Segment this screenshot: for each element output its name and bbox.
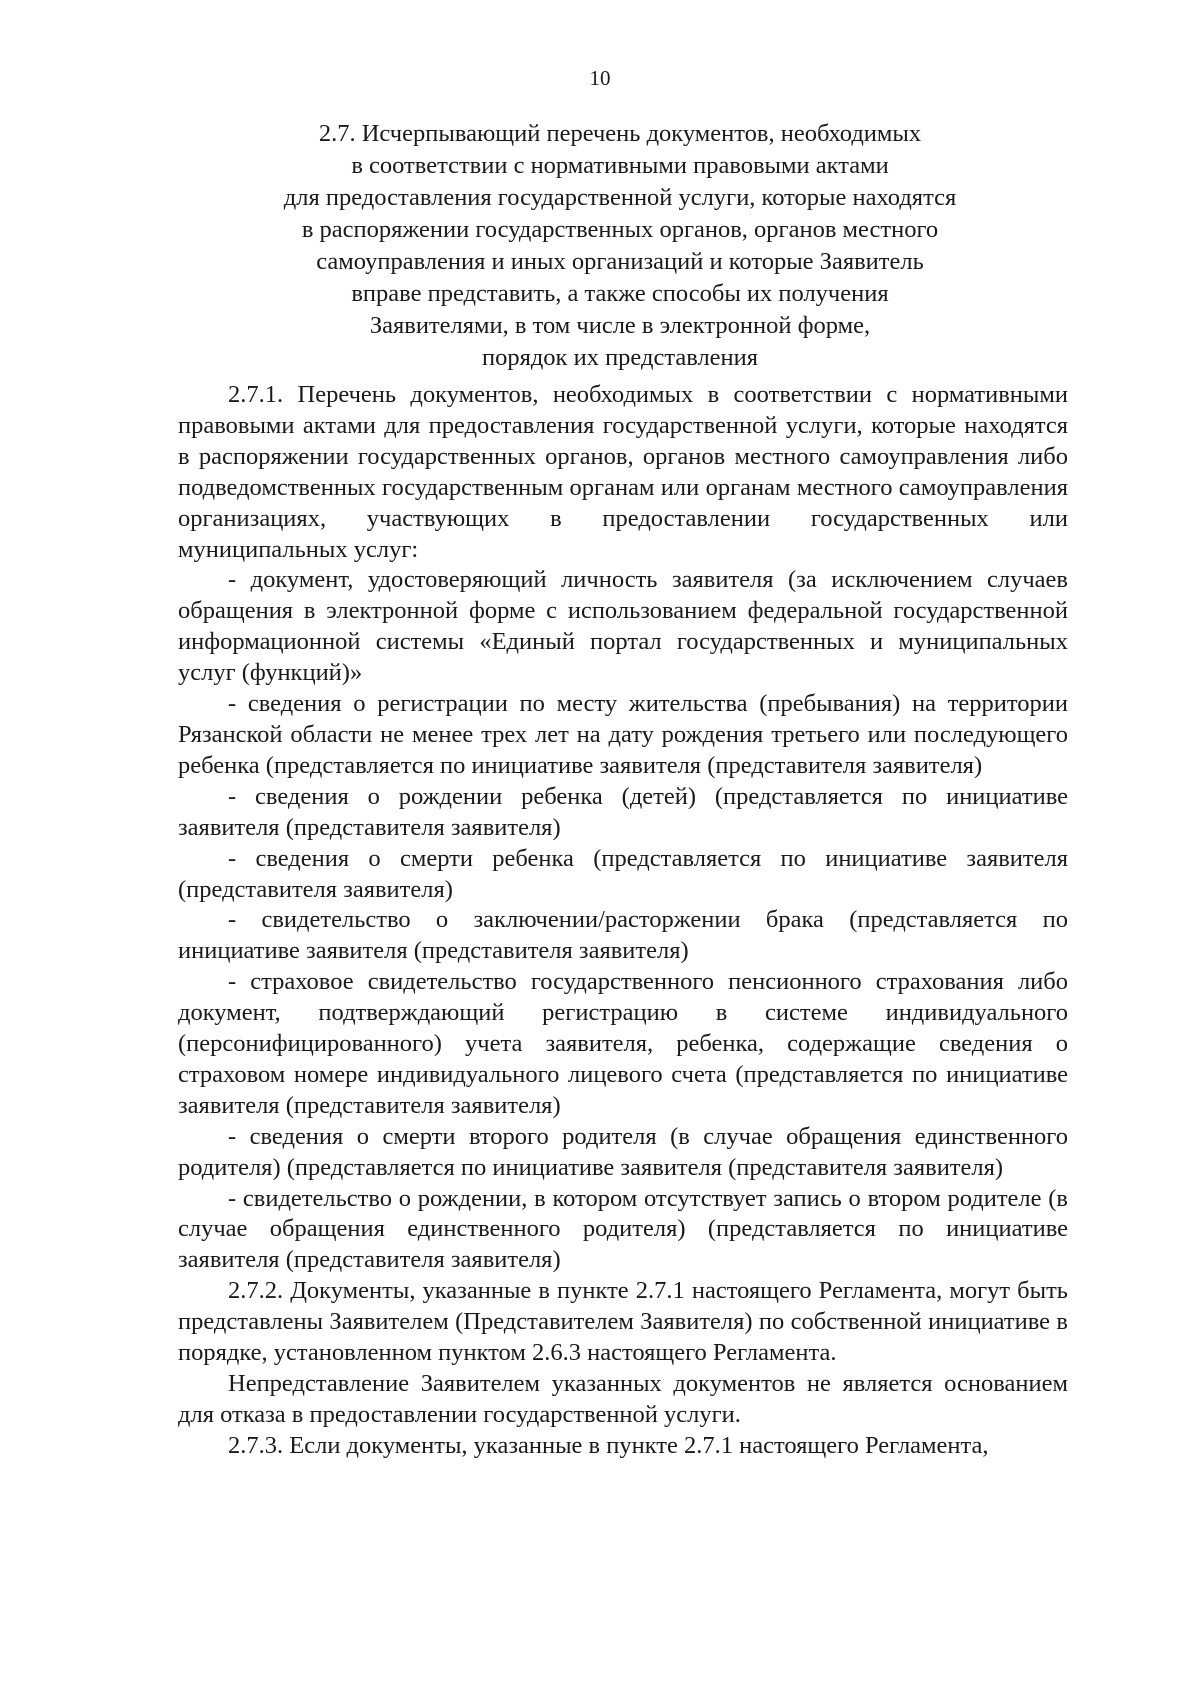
list-item-second-parent-death: - сведения о смерти второго родителя (в случае обращения единственного родителя) (представляется по инициативе заявителя (представителя заявителя) <box>178 1122 1068 1181</box>
paragraph-non-submission: Непредставление Заявителем указанных документов не является основанием для отказа в предоставлении государственной услуги. <box>178 1370 1068 1428</box>
heading-line: Заявителями, в том числе в электронной форме, <box>369 312 871 339</box>
list-item-child-birth: - сведения о рождении ребенка (детей) (представляется по инициативе заявителя (представителя заявителя) <box>178 782 1068 841</box>
paragraph-2-7-2: 2.7.2. Документы, указанные в пункте 2.7.1 настоящего Регламента, могут быть представлены Заявителем (Представителем Заявителя) по собственной инициативе в порядке, установленном пунктом 2.6.3 настоящего Регламента. <box>178 1277 1068 1367</box>
heading-line: порядок их представления <box>481 344 759 371</box>
list-item-marriage-certificate: - свидетельство о заключении/расторжении брака (представляется по инициативе заявителя (представителя заявителя) <box>178 906 1068 965</box>
section-heading <box>200 118 1040 374</box>
heading-line: в соответствии с нормативными правовыми актами <box>351 152 889 179</box>
list-item-pension-insurance: - страховое свидетельство государственного пенсионного страхования либо документ, подтверждающий регистрацию в системе индивидуального (персонифицированного) учета заявителя, ребенка, содержащие сведения о страховом номере индивидуального лицевого счета (представляется по инициативе заявителя (представителя заявителя) <box>178 968 1068 1119</box>
list-item-identity-document: - документ, удостоверяющий личность заявителя (за исключением случаев обращения в электронной форме с использованием федеральной государственной информационной системы «Единый портал государственных и муниципальных услуг (функций)» <box>178 566 1068 687</box>
heading-line: самоуправления и иных организаций и которые Заявитель <box>316 248 924 275</box>
heading-line: в распоряжении государственных органов, органов местного <box>301 216 939 243</box>
heading-line: вправе представить, а также способы их получения <box>351 280 889 307</box>
heading-line: 2.7. Исчерпывающий перечень документов, необходимых <box>318 120 922 147</box>
body-text <box>178 380 1068 1462</box>
list-item-child-death: - сведения о смерти ребенка (представляется по инициативе заявителя (представителя заявителя) <box>178 844 1068 903</box>
paragraph-2-7-1: 2.7.1. Перечень документов, необходимых в соответствии с нормативными правовыми актами для предоставления государственной услуги, которые находятся в распоряжении государственных органов, органов местного самоуправления либо подведомственных государственным органам или органам местного самоуправления организациях, участвующих в предоставлении государственных или муниципальных услуг: <box>178 381 1068 563</box>
paragraph-2-7-3: 2.7.3. Если документы, указанные в пункте 2.7.1 настоящего Регламента, <box>228 1431 989 1459</box>
page-number: 10 <box>589 66 611 90</box>
heading-line: для предоставления государственной услуги, которые находятся <box>283 184 957 211</box>
list-item-residence-registration: - сведения о регистрации по месту жительства (пребывания) на территории Рязанской области не менее трех лет на дату рождения третьего или последующего ребенка (представляется по инициативе заявителя (представителя заявителя) <box>178 690 1068 779</box>
list-item-birth-certificate: - свидетельство о рождении, в котором отсутствует запись о втором родителе (в случае обращения единственного родителя) (представляется по инициативе заявителя (представителя заявителя) <box>178 1184 1068 1274</box>
